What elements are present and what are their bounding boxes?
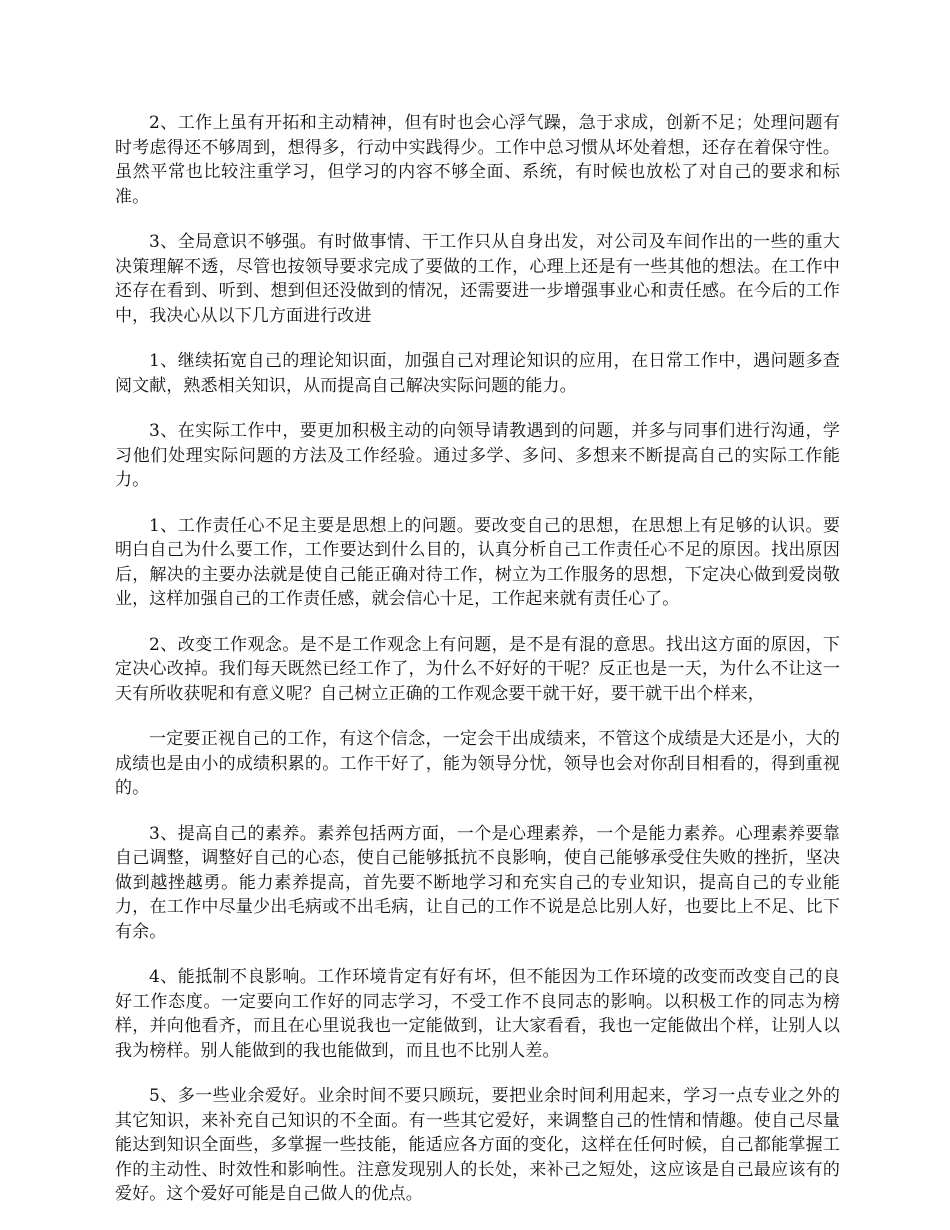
paragraph-3: 1、继续拓宽自己的理论知识面，加强自己对理论知识的应用，在日常工作中，遇问题多查阅文献，熟悉相关知识，从而提高自己解决实际问题的能力。	[115, 351, 840, 396]
document-page	[115, 111, 840, 1228]
paragraph-1: 2、工作上虽有开拓和主动精神，但有时也会心浮气躁，急于求成，创新不足；处理问题有时考虑得还不够周到，想得多，行动中实践得少。工作中总习惯从坏处着想，还存在着保守性。虽然平常也比较注重学习，但学习的内容不够全面、系统，有时候也放松了对自己的要求和标准。	[115, 113, 840, 207]
paragraph-4: 3、在实际工作中，要更加积极主动的向领导请教遇到的问题，并多与同事们进行沟通，学习他们处理实际问题的方法及工作经验。通过多学、多问、多想来不断提高自己的实际工作能力。	[115, 421, 840, 490]
paragraph-6: 2、改变工作观念。是不是工作观念上有问题，是不是有混的意思。找出这方面的原因，下定决心改掉。我们每天既然已经工作了，为什么不好好的干呢？反正也是一天，为什么不让这一天有所收获呢和有意义呢？自己树立正确的工作观念要干就干好，要干就干出个样来，	[115, 634, 840, 704]
paragraph-2: 3、全局意识不够强。有时做事情、干工作只从自身出发，对公司及车间作出的一些的重大决策理解不透，尽管也按领导要求完成了要做的工作，心理上还是有一些其他的想法。在工作中还存在看到、听到、想到但还没做到的情况，还需要进一步增强事业心和责任感。在今后的工作中，我决心从以下几方面进行改进	[115, 232, 840, 326]
paragraph-8: 3、提高自己的素养。素养包括两方面，一个是心理素养，一个是能力素养。心理素养要靠自己调整，调整好自己的心态，使自己能够抵抗不良影响，使自己能够承受住失败的挫折，坚决做到越挫越勇。能力素养提高，首先要不断地学习和充实自己的专业知识，提高自己的专业能力，在工作中尽量少出毛病或不出毛病，让自己的工作不说是总比别人好，也要比上不足、比下有余。	[115, 823, 840, 942]
paragraph-7: 一定要正视自己的工作，有这个信念，一定会干出成绩来，不管这个成绩是大还是小，大的成绩也是由小的成绩积累的。工作干好了，能为领导分忧，领导也会对你刮目相看的，得到重视的。	[115, 729, 840, 798]
paragraph-10: 5、多一些业余爱好。业余时间不要只顾玩，要把业余时间利用起来，学习一点专业之外的其它知识，来补充自己知识的不全面。有一些其它爱好，来调整自己的性情和情趣。使自己尽量能达到知识全面些，多掌握一些技能，能适应各方面的变化，这样在任何时候，自己都能掌握工作的主动性、时效性和影响性。注意发现别人的长处，来补己之短处，这应该是自己最应该有的爱好。这个爱好可能是自己做人的优点。	[115, 1086, 840, 1204]
paragraph-9: 4、能抵制不良影响。工作环境肯定有好有坏，但不能因为工作环境的改变而改变自己的良好工作态度。一定要向工作好的同志学习，不受工作不良同志的影响。以积极工作的同志为榜样，并向他看齐，而且在心里说我也一定能做到，让大家看看，我也一定能做出个样，让别人以我为榜样。别人能做到的我也能做到，而且也不比别人差。	[115, 967, 840, 1061]
paragraph-5: 1、工作责任心不足主要是思想上的问题。要改变自己的思想，在思想上有足够的认识。要明白自己为什么要工作，工作要达到什么目的，认真分析自己工作责任心不足的原因。找出原因后，解决的主要办法就是使自己能正确对待工作，树立为工作服务的思想，下定决心做到爱岗敬业，这样加强自己的工作责任感，就会信心十足，工作起来就有责任心了。	[115, 515, 840, 609]
